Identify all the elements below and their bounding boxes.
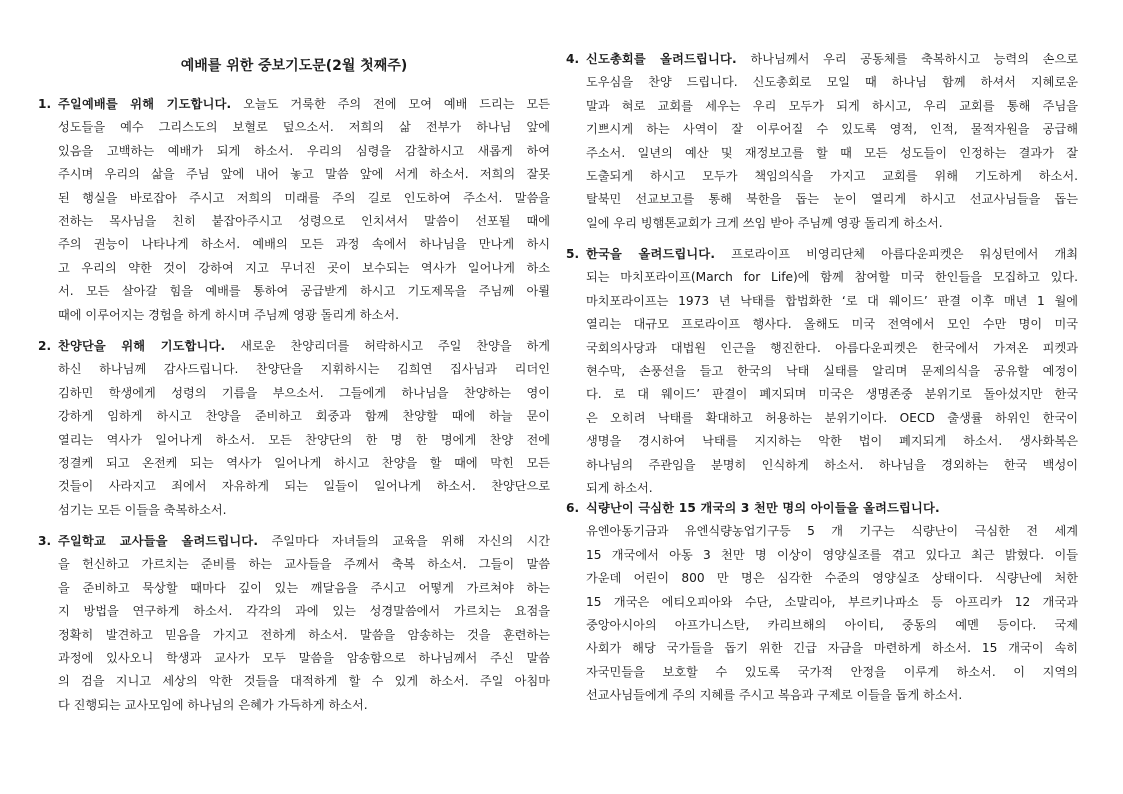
section-heading: 주일예배를 위해 기도합니다. (58, 97, 232, 111)
section-heading: 찬양단을 위해 기도합니다. (58, 339, 226, 353)
section-text: 되게 하소서. (586, 480, 653, 495)
section-heading: 주일학교 교사들을 올려드립니다. (58, 534, 259, 548)
section-text: 현수막, 손풍선을 들고 한국의 낙태 실태를 알리며 문제의식을 공유할 예정이 (586, 363, 1078, 378)
section-text: 김하민 학생에게 성령의 기름을 부으소서. 그들에게 하나님을 찬양하는 영이 (58, 385, 550, 400)
section-text: 때에 이루어지는 경험을 하게 하시며 주님께 영광 돌리게 하소서. (58, 307, 399, 322)
section-text: 은 오히려 낙태를 확대하고 허용하는 분위기이다. OECD 출생률 하위인 한국이 (586, 410, 1078, 425)
section-number: 1. (38, 97, 52, 111)
section-text: 말과 혀로 교회를 세우는 우리 모두가 되게 하시고, 우리 교회를 통해 주님을 (586, 98, 1078, 113)
section-text: 의 검을 지니고 세상의 악한 것들을 대적하게 할 수 있게 하소서. 주일 아침마 (58, 674, 550, 689)
prayer-section-6 (566, 497, 1078, 708)
section-text: 열리는 역사가 일어나게 하소서. 모든 찬양단의 한 명 한 명에게 찬양 전에 (58, 432, 550, 447)
section-text: 새로운 찬양리더를 허락하시고 주일 찬양을 하게 (225, 339, 550, 353)
prayer-section-3 (38, 530, 550, 717)
section-text: 가운데 어린이 800 만 명은 심각한 수준의 영양실조 상태이다. 식량난에 처한 (586, 571, 1078, 586)
prayer-section-4 (566, 48, 1078, 235)
section-text: 고 우리의 약한 것이 강하여 지고 무너진 곳이 보수되는 역사가 일어나게 하소 (58, 260, 550, 275)
section-text: 정결케 되고 온전케 되는 역사가 일어나게 하시고 찬양을 할 때에 막힌 모든 (58, 455, 550, 470)
section-text: 사회가 해당 국가들을 돕기 위한 긴급 자금을 마련하게 하소서. 15 개국이 속히 (586, 641, 1078, 656)
section-text: 마치포라이프는 1973 년 낙태를 합법화한 ‘로 대 웨이드’ 판결 이후 매년 1 월에 (586, 293, 1078, 308)
section-text: 주의 권능이 나타나게 하소서. 예배의 모든 과정 속에서 하나님을 만나게 하시 (58, 237, 550, 252)
section-text: 섬기는 모든 이들을 축복하소서. (58, 502, 227, 517)
section-text: 생명을 경시하여 낙태를 지지하는 악한 법이 폐지되게 하소서. 생사화복은 (586, 434, 1078, 449)
section-text: 성도들을 예수 그리스도의 보혈로 덮으소서. 저희의 삶 전부가 하나님 앞에 (58, 120, 550, 135)
section-text: 도우심을 찬양 드립니다. 신도총회로 모일 때 하나님 함께 하셔서 지혜로운 (586, 75, 1078, 90)
section-text: 선교사님들에게 주의 지혜를 주시고 복음과 구제로 이들을 돕게 하소서. (586, 688, 963, 703)
section-text: 다 진행되는 교사모임에 하나님의 은혜가 가득하게 하소서. (58, 697, 368, 712)
section-text: 일에 우리 빙햄톤교회가 크게 쓰임 받아 주님께 영광 돌리게 하소서. (586, 215, 943, 230)
section-heading: 한국을 올려드립니다. (586, 247, 716, 261)
section-text: 도출되게 하시고 모두가 책임의식을 가지고 교회를 위해 기도하게 하소서. (586, 168, 1078, 183)
section-text: 국회의사당과 대법원 인근을 행진한다. 아름다운피켓은 한국에서 가져온 피켓과 (586, 340, 1078, 355)
section-text: 과정에 있사오니 학생과 교사가 모두 말씀을 암송함으로 하나님께서 주신 말씀 (58, 650, 550, 665)
section-number: 6. (566, 501, 580, 515)
section-text: 열리는 대규모 프로라이프 행사다. 올해도 미국 전역에서 모인 수만 명이 미국 (586, 317, 1078, 332)
section-number: 4. (566, 52, 580, 66)
section-number: 3. (38, 534, 52, 548)
section-text: 주소서. 일년의 예산 및 재정보고를 할 때 모든 성도들이 인정하는 결과가 잘 (586, 145, 1078, 160)
section-text: 하나님의 주관임을 분명히 인식하게 하소서. 하나님을 경외하는 한국 백성이 (586, 457, 1078, 472)
document-title: 예배를 위한 중보기도문(2월 첫째주) (180, 58, 408, 74)
section-text: 있음을 고백하는 예배가 되게 하소서. 우리의 심령을 감찰하시고 새롭게 하여 (58, 143, 550, 158)
section-text: 을 준비하고 묵상할 때마다 깊이 있는 깨달음을 주시고 어떻게 가르쳐야 하는 (58, 580, 550, 595)
section-text: 정확히 발견하고 믿음을 가지고 전하게 하소서. 말씀을 암송하는 것을 훈련하는 (58, 627, 550, 642)
section-text: 프로라이프 비영리단체 아름다운피켓은 워싱턴에서 개최 (715, 247, 1078, 261)
section-text: 기쁘시게 하는 사역이 잘 이루어질 수 있도록 영적, 인적, 물적자원을 공급해 (586, 122, 1078, 137)
section-text: 하나님께서 우리 공동체를 축복하시고 능력의 손으로 (736, 52, 1078, 66)
prayer-section-1 (38, 93, 550, 327)
section-text: 주시며 우리의 삶을 주님 앞에 내어 놓고 말씀 앞에 서게 하소서. 저희의 잘못 (58, 167, 550, 182)
prayer-section-5 (566, 243, 1078, 500)
section-text: 탈북민 선교보고를 통해 북한을 돕는 눈이 열리게 하시고 선교사님들을 돕는 (586, 192, 1078, 207)
section-number: 5. (566, 247, 580, 261)
section-heading: 식량난이 극심한 15 개국의 3 천만 명의 아이들을 올려드립니다. (586, 501, 940, 515)
section-text: 강하게 임하게 하시고 찬양을 준비하고 회중과 함께 찬양할 때에 하늘 문이 (58, 409, 550, 424)
section-text: 서. 모든 살아갈 힘을 예배를 통하여 공급받게 하시고 기도제목을 주님께 아뢸 (58, 284, 550, 299)
section-text: 15 개국은 에티오피아와 수단, 소말리아, 부르키나파소 등 아프리카 12 개국과 (586, 594, 1078, 609)
section-text: 주일마다 자녀들의 교육을 위해 자신의 시간 (258, 534, 550, 548)
section-text: 전하는 목사님을 친히 붙잡아주시고 성령으로 인치셔서 말씀이 선포될 때에 (58, 213, 550, 228)
section-text: 것들이 사라지고 죄에서 자유하게 되는 일들이 일어나게 하소서. 찬양단으로 (58, 479, 550, 494)
section-text: 오늘도 거룩한 주의 전에 모여 예배 드리는 모든 (231, 97, 550, 111)
section-text: 하신 하나님께 감사드립니다. 찬양단을 지휘하시는 김희연 집사님과 리더인 (58, 362, 550, 377)
section-text: 되는 마치포라이프(March for Life)에 함께 참여할 미국 한인들을 모집하고 있다. (586, 270, 1078, 285)
section-text: 지 방법을 연구하게 하소서. 각각의 과에 있는 성경말씀에서 가르치는 요점을 (58, 604, 550, 619)
section-text: 자국민들을 보호할 수 있도록 국가적 안정을 이루게 하소서. 이 지역의 (586, 664, 1078, 679)
section-text: 을 헌신하고 가르치는 준비를 하는 교사들을 주께서 축복 하소서. 그들이 말씀 (58, 557, 550, 572)
prayer-section-2 (38, 335, 550, 522)
section-heading: 신도총회를 올려드립니다. (586, 52, 737, 66)
section-text: 된 행실을 바로잡아 주시고 저희의 미래를 주의 길로 인도하여 주소서. 말씀을 (58, 190, 550, 205)
section-text: 15 개국에서 아동 3 천만 명 이상이 영양실조를 겪고 있다고 최근 밝혔다. 이들 (586, 547, 1078, 562)
section-number: 2. (38, 339, 52, 353)
section-text: 유엔아동기금과 유엔식량농업기구등 5 개 기구는 식량난이 극심한 전 세계 (586, 524, 1078, 539)
section-text: 중앙아시아의 아프가니스탄, 카리브해의 아이티, 중동의 예멘 등이다. 국제 (586, 617, 1078, 632)
section-text: 다. 로 대 웨이드’ 판결이 폐지되며 미국은 생명존중 분위기로 돌아섰지만 한국 (586, 387, 1078, 402)
